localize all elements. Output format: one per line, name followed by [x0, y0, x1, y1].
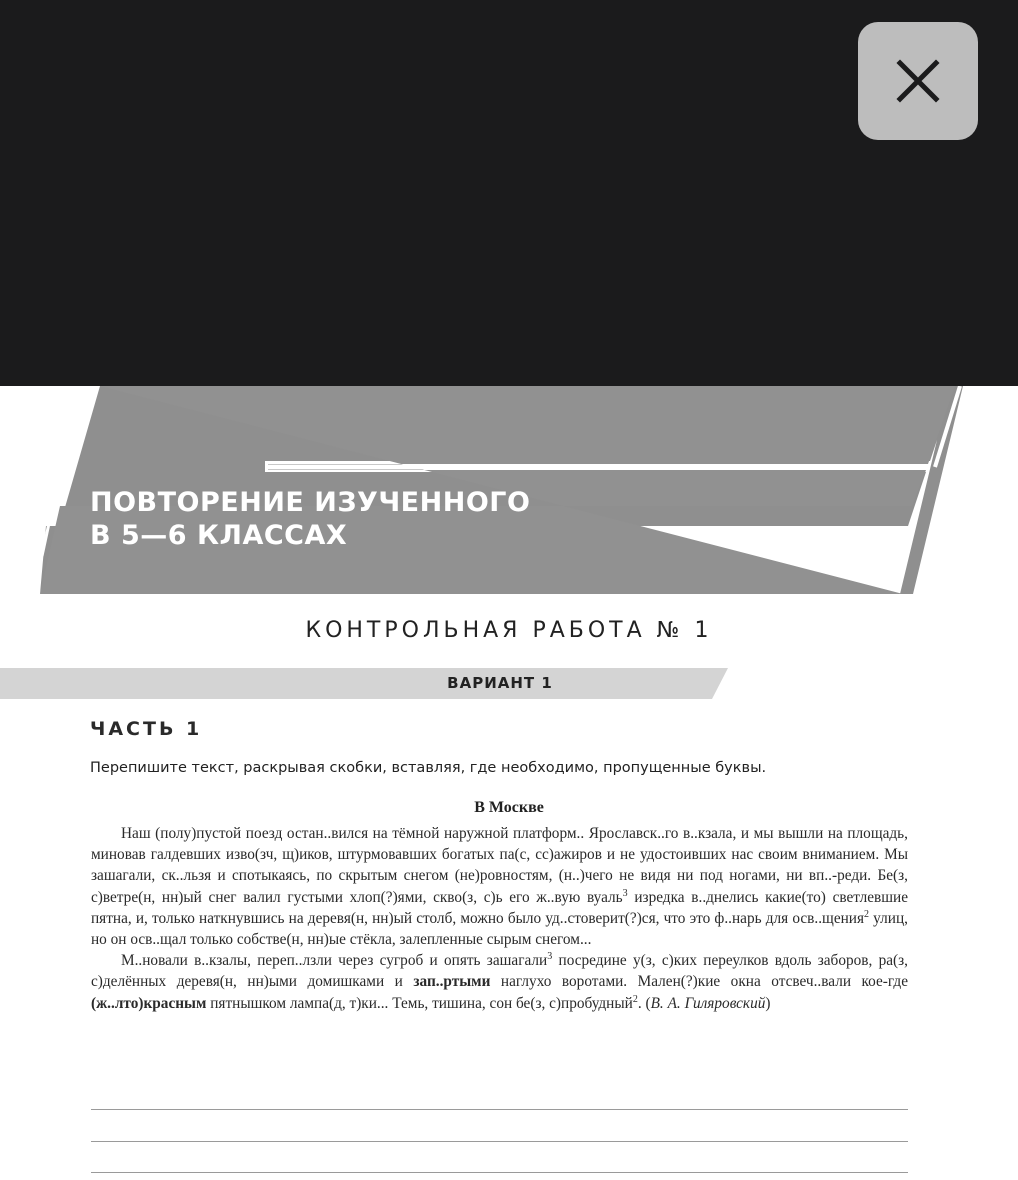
- close-icon: [894, 57, 942, 105]
- section-title-line-2: В 5—6 КЛАССАХ: [90, 520, 348, 551]
- bold-word: (ж..лто)красным: [91, 994, 207, 1012]
- variant-label: ВАРИАНТ 1: [447, 674, 553, 692]
- text-span: Наш (полу)пустой поезд остан..вился на тёмной наружной платформ.. Ярославск..го в..кзала, и мы вышли на площадь, миновав галдевших изво(зч, щ)иков, штурмовавших богатых па(с, сс)ажиров и не удостоивших нас своим вниманием. Мы зашагали, ск..льзя и спотыкаясь, по скрытым снегом (не)ровностям, (н..)чего не видя ни под ногами, ни вп..-реди. Бе(з, с)ветре(н, нн)ый снег валил густыми хлоп(?)ями, скво(з, с)ь его ж..вую вуаль: [91, 825, 908, 906]
- text-title: В Москве: [474, 799, 544, 816]
- answer-line: [91, 1172, 908, 1173]
- part-title: ЧАСТЬ 1: [90, 718, 203, 740]
- answer-line: [91, 1141, 908, 1142]
- exercise-text: [91, 823, 908, 1014]
- test-title: КОНТРОЛЬНАЯ РАБОТА № 1: [305, 618, 713, 643]
- text-span: посредине у(з, с)ких переулков вдоль заборов, ра(з, с)делённых деревя(н, нн)ыми домишками и: [91, 952, 908, 991]
- text-span: изредка в..днелись какие(то) светлевшие пятна, и, только наткнувшись на деревя(н, нн)ый столб, можно было уд..стоверит(?)ся, что это ф..нарь для осв..щения: [91, 888, 908, 927]
- answer-line: [91, 1109, 908, 1110]
- bold-word: зап..ртыми: [413, 973, 491, 991]
- task-instruction: Перепишите текст, раскрывая скобки, вставляя, где необходимо, пропущенные буквы.: [90, 760, 767, 776]
- text-span: наглухо воротами. Мален(?)кие окна отсвеч..вали кое-где: [490, 973, 908, 991]
- text-span: ): [765, 994, 771, 1012]
- text-span: улиц, но он осв..щал только собстве(н, нн)ые стёкла, залепленные сырым снегом...: [91, 909, 908, 949]
- text-span: . (: [637, 994, 651, 1012]
- footnote-mark: 2: [864, 908, 870, 920]
- paragraph-2: [91, 950, 908, 1014]
- author-name: В. А. Гиляровский: [650, 994, 766, 1012]
- paragraph-1: [91, 823, 908, 950]
- textbook-page: [0, 386, 1018, 1180]
- section-title: [90, 486, 530, 552]
- footnote-mark: 3: [622, 887, 628, 899]
- footnote-mark: 2: [632, 993, 638, 1005]
- section-title-line-1: ПОВТОРЕНИЕ ИЗУЧЕННОГО: [90, 487, 531, 518]
- text-span: пятнышком лампа(д, т)ки... Темь, тишина, сон бе(з, с)пробудный: [206, 994, 633, 1012]
- close-button[interactable]: [858, 22, 978, 140]
- text-span: М..новали в..кзалы, переп..лзли через сугроб и опять зашагали: [121, 952, 548, 970]
- footnote-mark: 3: [547, 951, 553, 963]
- dark-overlay-bar: [0, 0, 1018, 386]
